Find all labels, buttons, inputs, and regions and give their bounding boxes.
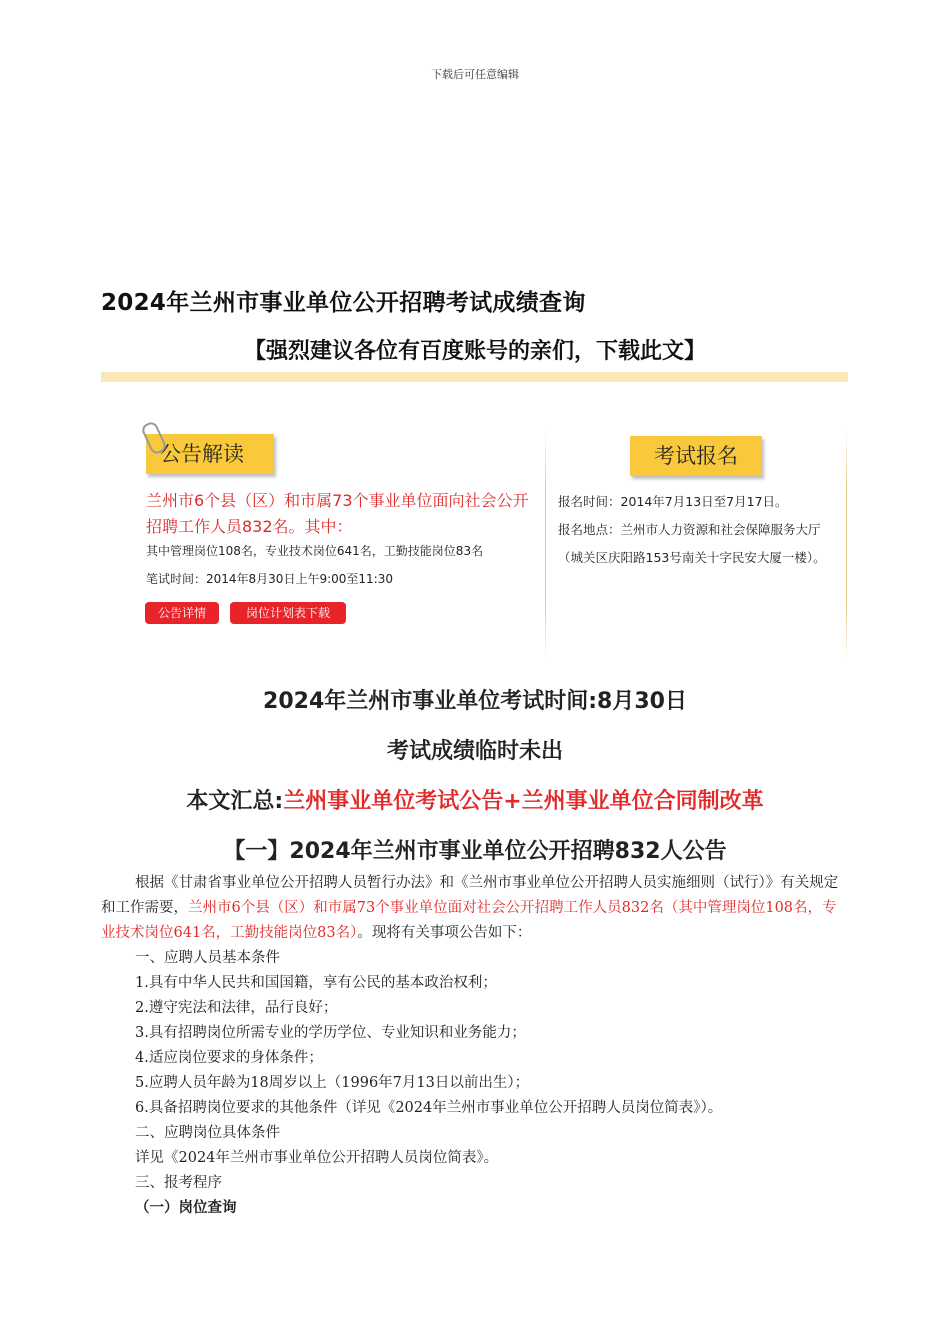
- summary-heading: [0, 784, 950, 815]
- registration-tag: 考试报名: [630, 436, 762, 476]
- list-item: 4.适应岗位要求的身体条件；: [135, 1050, 323, 1066]
- page-title: 2024年兰州市事业单位公开招聘考试成绩查询: [101, 290, 586, 316]
- announcement-headline: 兰州市6个县（区）和市属73个事业单位面向社会公开招聘工作人员832名。其中：: [146, 491, 529, 536]
- list-item: 3.具有招聘岗位所需专业的学历学位、专业知识和业务能力；: [135, 1025, 526, 1041]
- list-item: 1.具有中华人民共和国国籍，享有公民的基本政治权利；: [135, 975, 497, 991]
- exam-time: 笔试时间：2014年8月30日上午9:00至11:30: [146, 572, 393, 586]
- list-item: 三、报考程序: [135, 1175, 222, 1191]
- header-note: 下载后可任意编辑: [431, 68, 519, 81]
- score-status-heading: 考试成绩临时未出: [386, 739, 563, 764]
- position-breakdown: 其中管理岗位108名，专业技术岗位641名，工勤技能岗位83名: [146, 544, 484, 558]
- intro-ending: 。现将有关事项公告如下：: [357, 925, 532, 941]
- list-item: 详见《2024年兰州市事业单位公开招聘人员岗位简表》。: [135, 1150, 499, 1166]
- registration-time: 报名时间：2014年7月13日至7月17日。: [558, 494, 788, 509]
- section-title: 【一】2024年兰州市事业单位公开招聘832人公告: [223, 839, 727, 864]
- list-item: 一、应聘人员基本条件: [135, 950, 280, 966]
- exam-date-heading: 2024年兰州市事业单位考试时间:8月30日: [263, 689, 687, 714]
- panel-divider: [545, 430, 546, 662]
- list-item: 5.应聘人员年龄为18周岁以上（1996年7月13日以前出生）；: [135, 1075, 530, 1091]
- intro-paragraph: [101, 871, 849, 946]
- page-subtitle: 【强烈建议各位有百度账号的亲们，下载此文】: [243, 339, 706, 364]
- announcement-tag: 公告解读: [146, 434, 274, 474]
- announcement-details-button[interactable]: 公告详情: [145, 602, 219, 624]
- list-item: 6.具备招聘岗位要求的其他条件（详见《2024年兰州市事业单位公开招聘人员岗位简表》）。: [135, 1100, 723, 1116]
- announcement-panel: [140, 422, 540, 662]
- intro-highlight: 兰州市6个县（区）和市属73个事业单位面对社会公开招聘工作人员832名（其中管理岗位108名，专业技术岗位641名，工勤技能岗位83名）: [101, 900, 837, 941]
- registration-place: 报名地点：兰州市人力资源和社会保障服务大厅（城关区庆阳路153号南关十字民安大厦一楼）。: [558, 522, 826, 565]
- summary-prefix: 本文汇总:: [186, 789, 284, 814]
- subsection-heading: （一）岗位查询: [135, 1200, 237, 1216]
- intro-text: 根据《甘肃省事业单位公开招聘人员暂行办法》和《兰州市事业单位公开招聘人员实施细则（试行）》有关规定和工作需要，: [101, 875, 839, 916]
- registration-panel: [548, 422, 848, 662]
- announcement-body: [101, 871, 849, 1221]
- summary-topics: 兰州事业单位考试公告+兰州事业单位合同制改革: [283, 789, 764, 814]
- position-plan-download-button[interactable]: 岗位计划表下载: [230, 602, 346, 624]
- list-item: 二、应聘岗位具体条件: [135, 1125, 280, 1141]
- list-item: 2.遵守宪法和法律，品行良好；: [135, 1000, 338, 1016]
- decorative-bar: [101, 372, 848, 382]
